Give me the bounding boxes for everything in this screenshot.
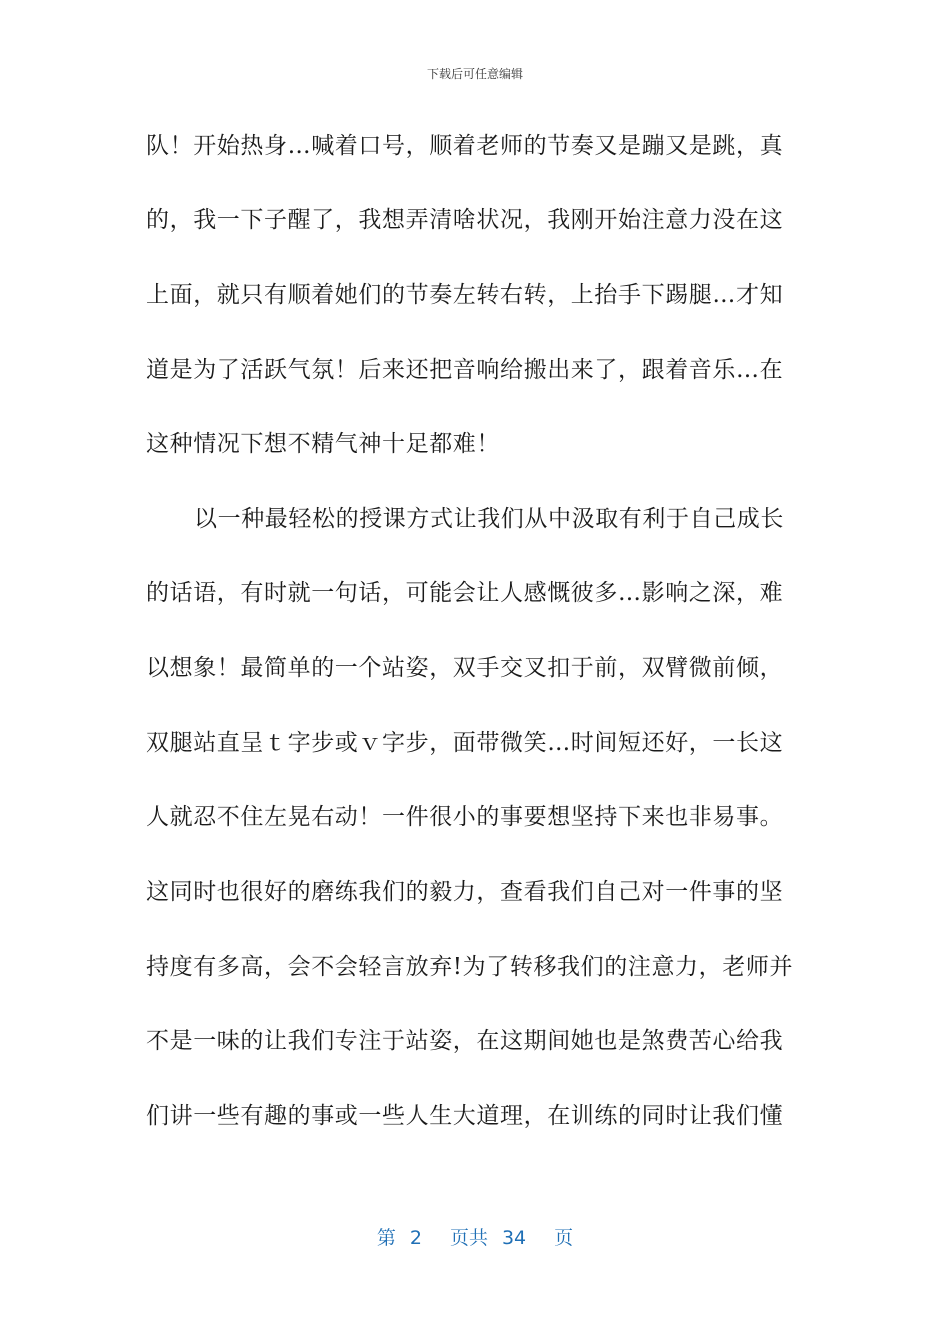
paragraph-line: 们讲一些有趣的事或一些人生大道理，在训练的同时让我们懂 [146, 1103, 784, 1129]
footer-prefix: 第 [376, 1227, 396, 1249]
paragraph-line: 人就忍不住左晃右动！一件很小的事要想坚持下来也非易事。 [146, 804, 784, 830]
paragraph-line: 这种情况下想不精气神十足都难！ [146, 431, 500, 457]
paragraph-line: 的，我一下子醒了，我想弄清啥状况，我刚开始注意力没在这 [146, 207, 784, 233]
page-header: 下载后可任意编辑 [426, 67, 523, 81]
paragraph-line: 以想象！最简单的一个站姿，双手交叉扣于前，双臂微前倾， [146, 655, 784, 681]
footer-page-number: 2 [409, 1227, 422, 1249]
paragraph-line: 的话语，有时就一句话，可能会让人感慨彼多…影响之深，难 [146, 580, 784, 606]
paragraph-line: 上面，就只有顺着她们的节奏左转右转，上抬手下踢腿…才知 [146, 282, 784, 308]
paragraph-line: 持度有多高，会不会轻言放弃!为了转移我们的注意力，老师并 [146, 954, 794, 980]
footer-middle: 页共 [449, 1227, 488, 1249]
footer-suffix: 页 [554, 1227, 574, 1249]
paragraph-line: 双腿站直呈ｔ字步或ｖ字步，面带微笑…时间短还好，一长这 [146, 730, 784, 756]
paragraph-line: 以一种最轻松的授课方式让我们从中汲取有利于自己成长 [194, 506, 784, 532]
paragraph-line: 道是为了活跃气氛！后来还把音响给搬出来了，跟着音乐…在 [146, 357, 784, 383]
paragraph-line: 这同时也很好的磨练我们的毅力，查看我们自己对一件事的坚 [146, 879, 784, 905]
footer-total-pages: 34 [501, 1227, 527, 1249]
page-footer [0, 1225, 950, 1251]
paragraph-line: 不是一味的让我们专注于站姿，在这期间她也是煞费苦心给我 [146, 1028, 784, 1054]
paragraph-line: 队！开始热身…喊着口号，顺着老师的节奏又是蹦又是跳，真 [146, 133, 784, 159]
